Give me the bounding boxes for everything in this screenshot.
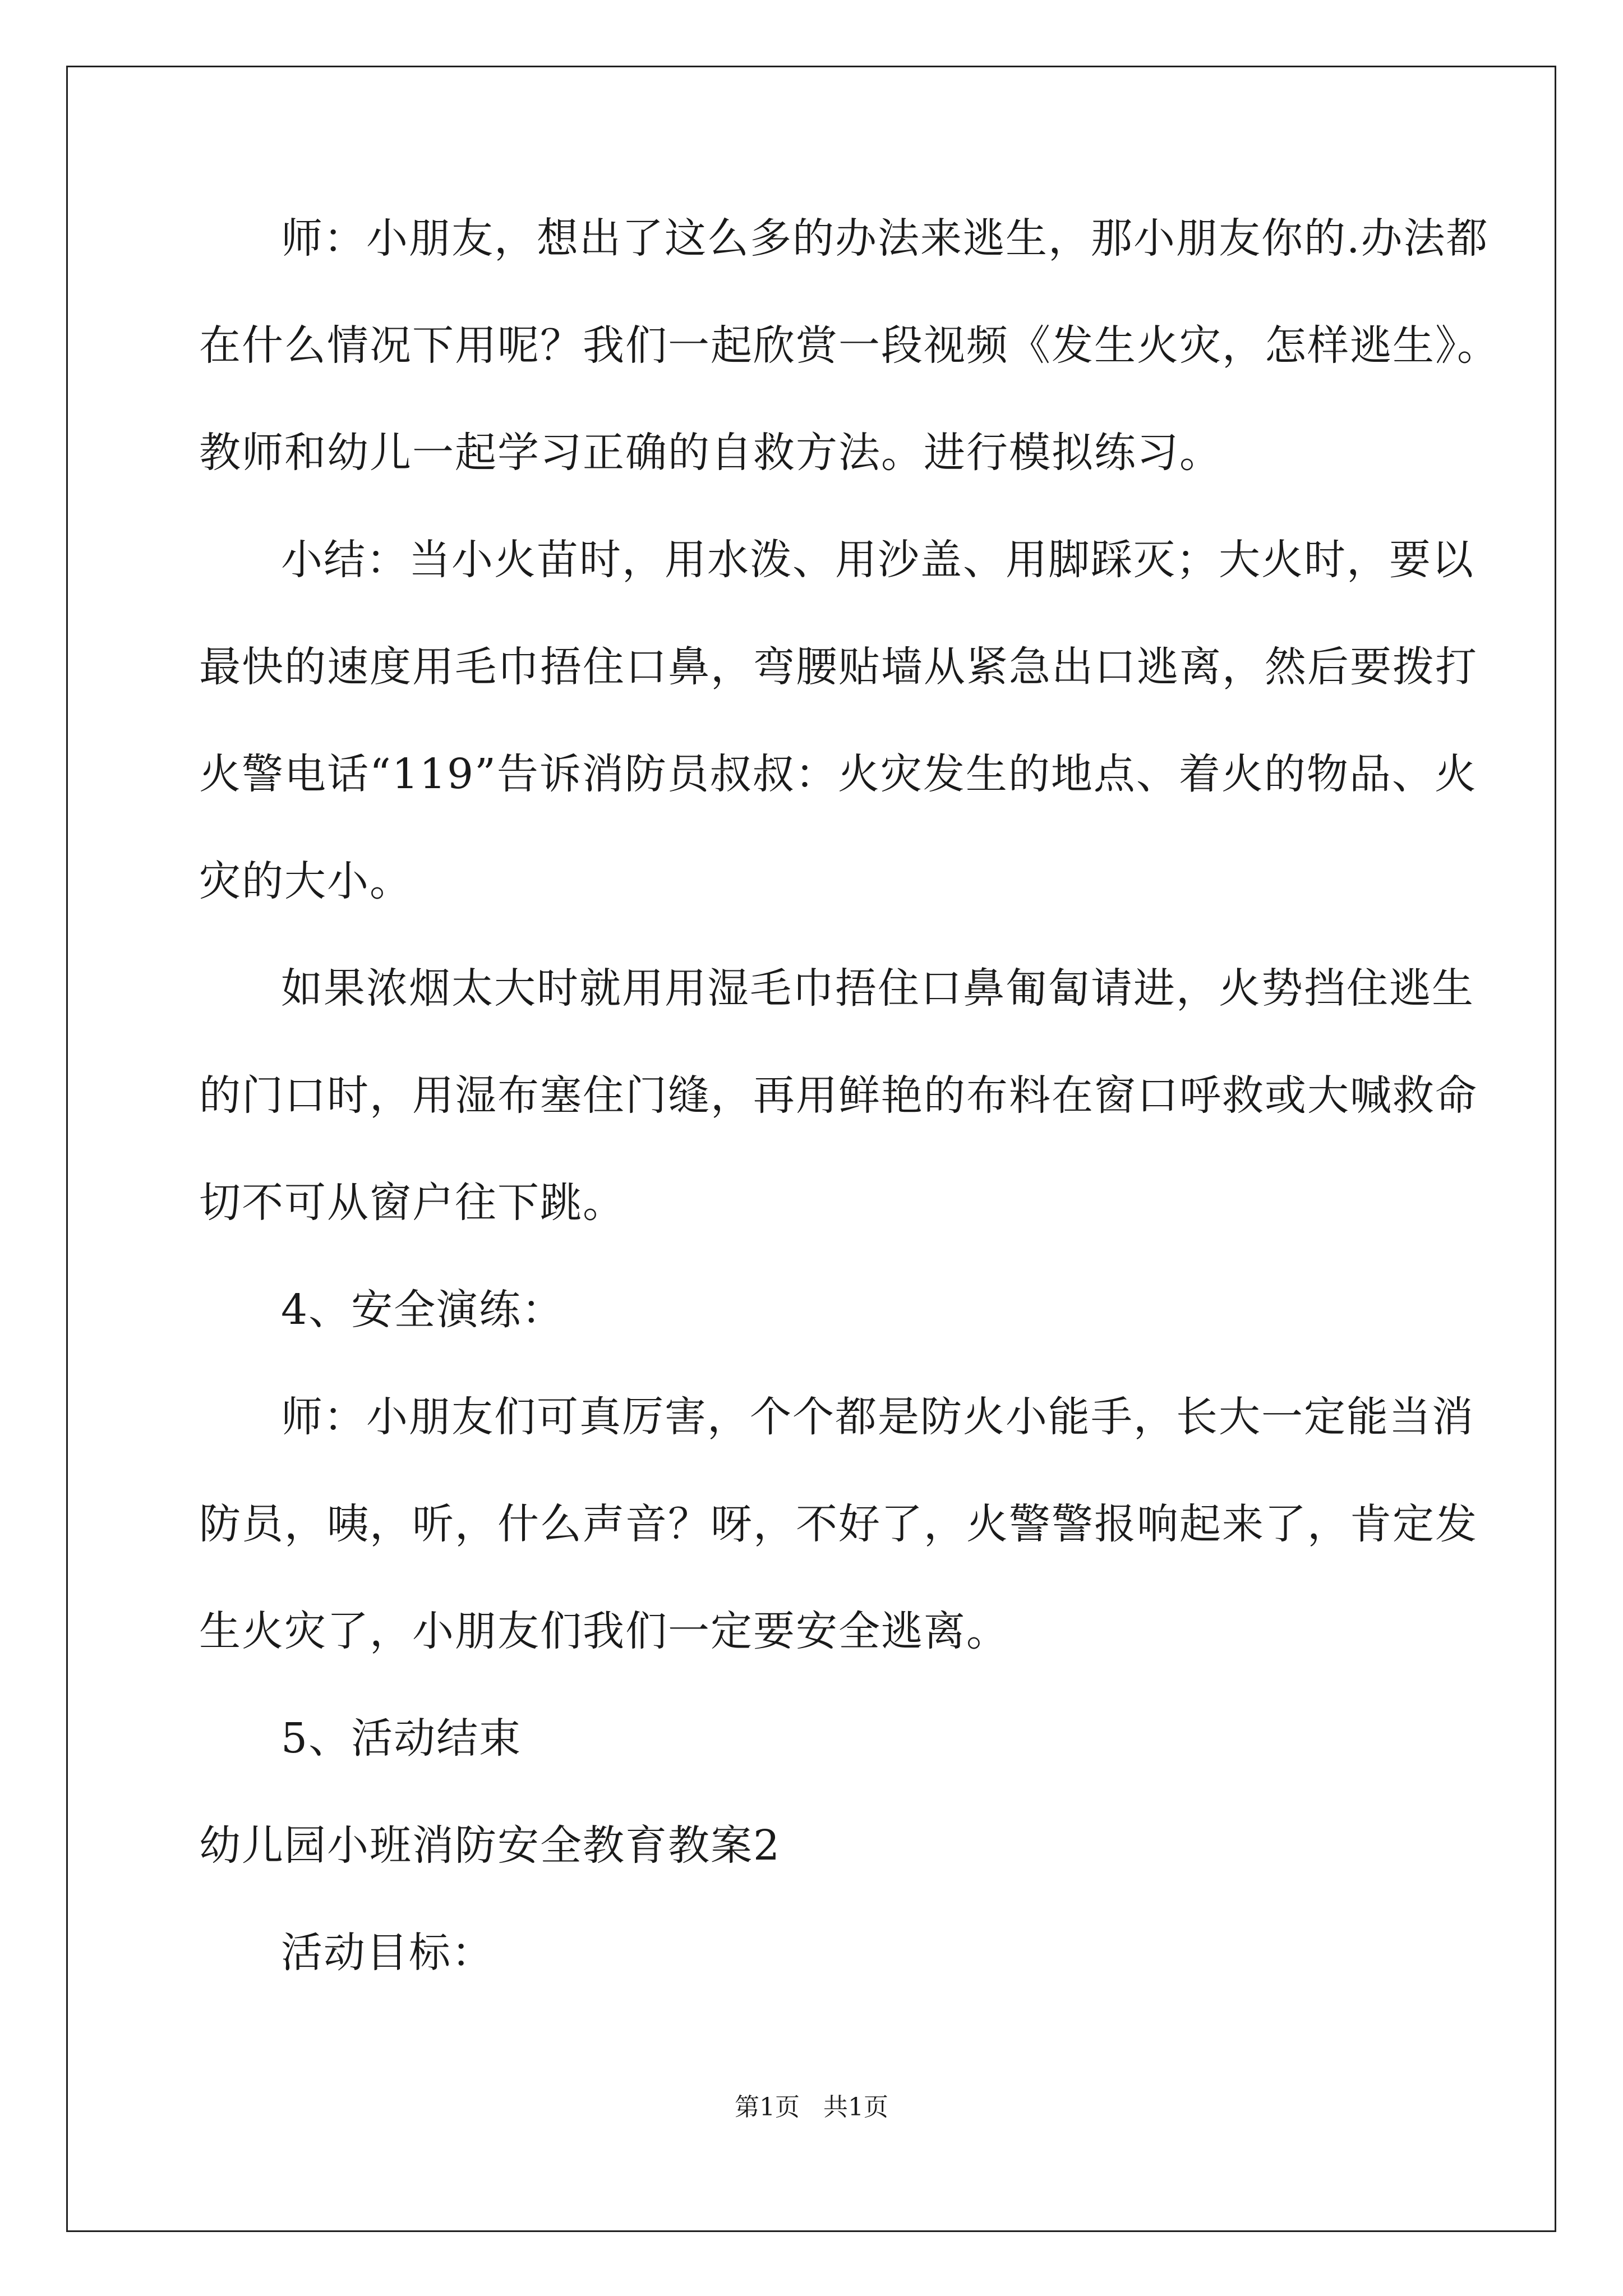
text-line: 小结：当小火苗时，用水泼、用沙盖、用脚踩灭；大火时，要以 <box>281 536 1474 584</box>
section-heading: 4、安全演练： <box>281 1286 565 1334</box>
text-line: 灾的大小。 <box>199 857 412 905</box>
text-line: 如果浓烟太大时就用用湿毛巾捂住口鼻匍匐请进，火势挡住逃生 <box>281 964 1474 1013</box>
text-line: 最快的速度用毛巾捂住口鼻，弯腰贴墙从紧急出口逃离，然后要拨打 <box>199 643 1478 691</box>
page-number: 第1页 共1页 <box>735 2093 888 2122</box>
document-title: 幼儿园小班消防安全教育教案2 <box>199 1821 781 1870</box>
text-line: 师：小朋友们可真厉害，个个都是防火小能手，长大一定能当消 <box>281 1393 1474 1441</box>
text-line: 师：小朋友，想出了这么多的办法来逃生，那小朋友你的.办法都 <box>281 214 1489 263</box>
text-line: 生火灾了，小朋友们我们一定要安全逃离。 <box>199 1607 1009 1655</box>
text-line: 在什么情况下用呢？我们一起欣赏一段视频《发生火灾，怎样逃生》。 <box>199 321 1500 370</box>
text-line: 火警电话“119”告诉消防员叔叔：火灾发生的地点、着火的物品、火 <box>199 750 1477 798</box>
text-line: 的门口时，用湿布塞住门缝，再用鲜艳的布料在窗口呼救或大喊救命 <box>199 1071 1478 1120</box>
page-border <box>66 66 1556 2232</box>
text-line: 切不可从窗户往下跳。 <box>199 1179 625 1227</box>
text-line: 教师和幼儿一起学习正确的自救方法。进行模拟练习。 <box>199 429 1222 477</box>
section-heading: 5、活动结束 <box>281 1714 522 1763</box>
section-heading: 活动目标： <box>281 1929 494 1977</box>
text-line: 防员，咦，听，什么声音？呀，不好了，火警警报响起来了，肯定发 <box>199 1500 1478 1548</box>
